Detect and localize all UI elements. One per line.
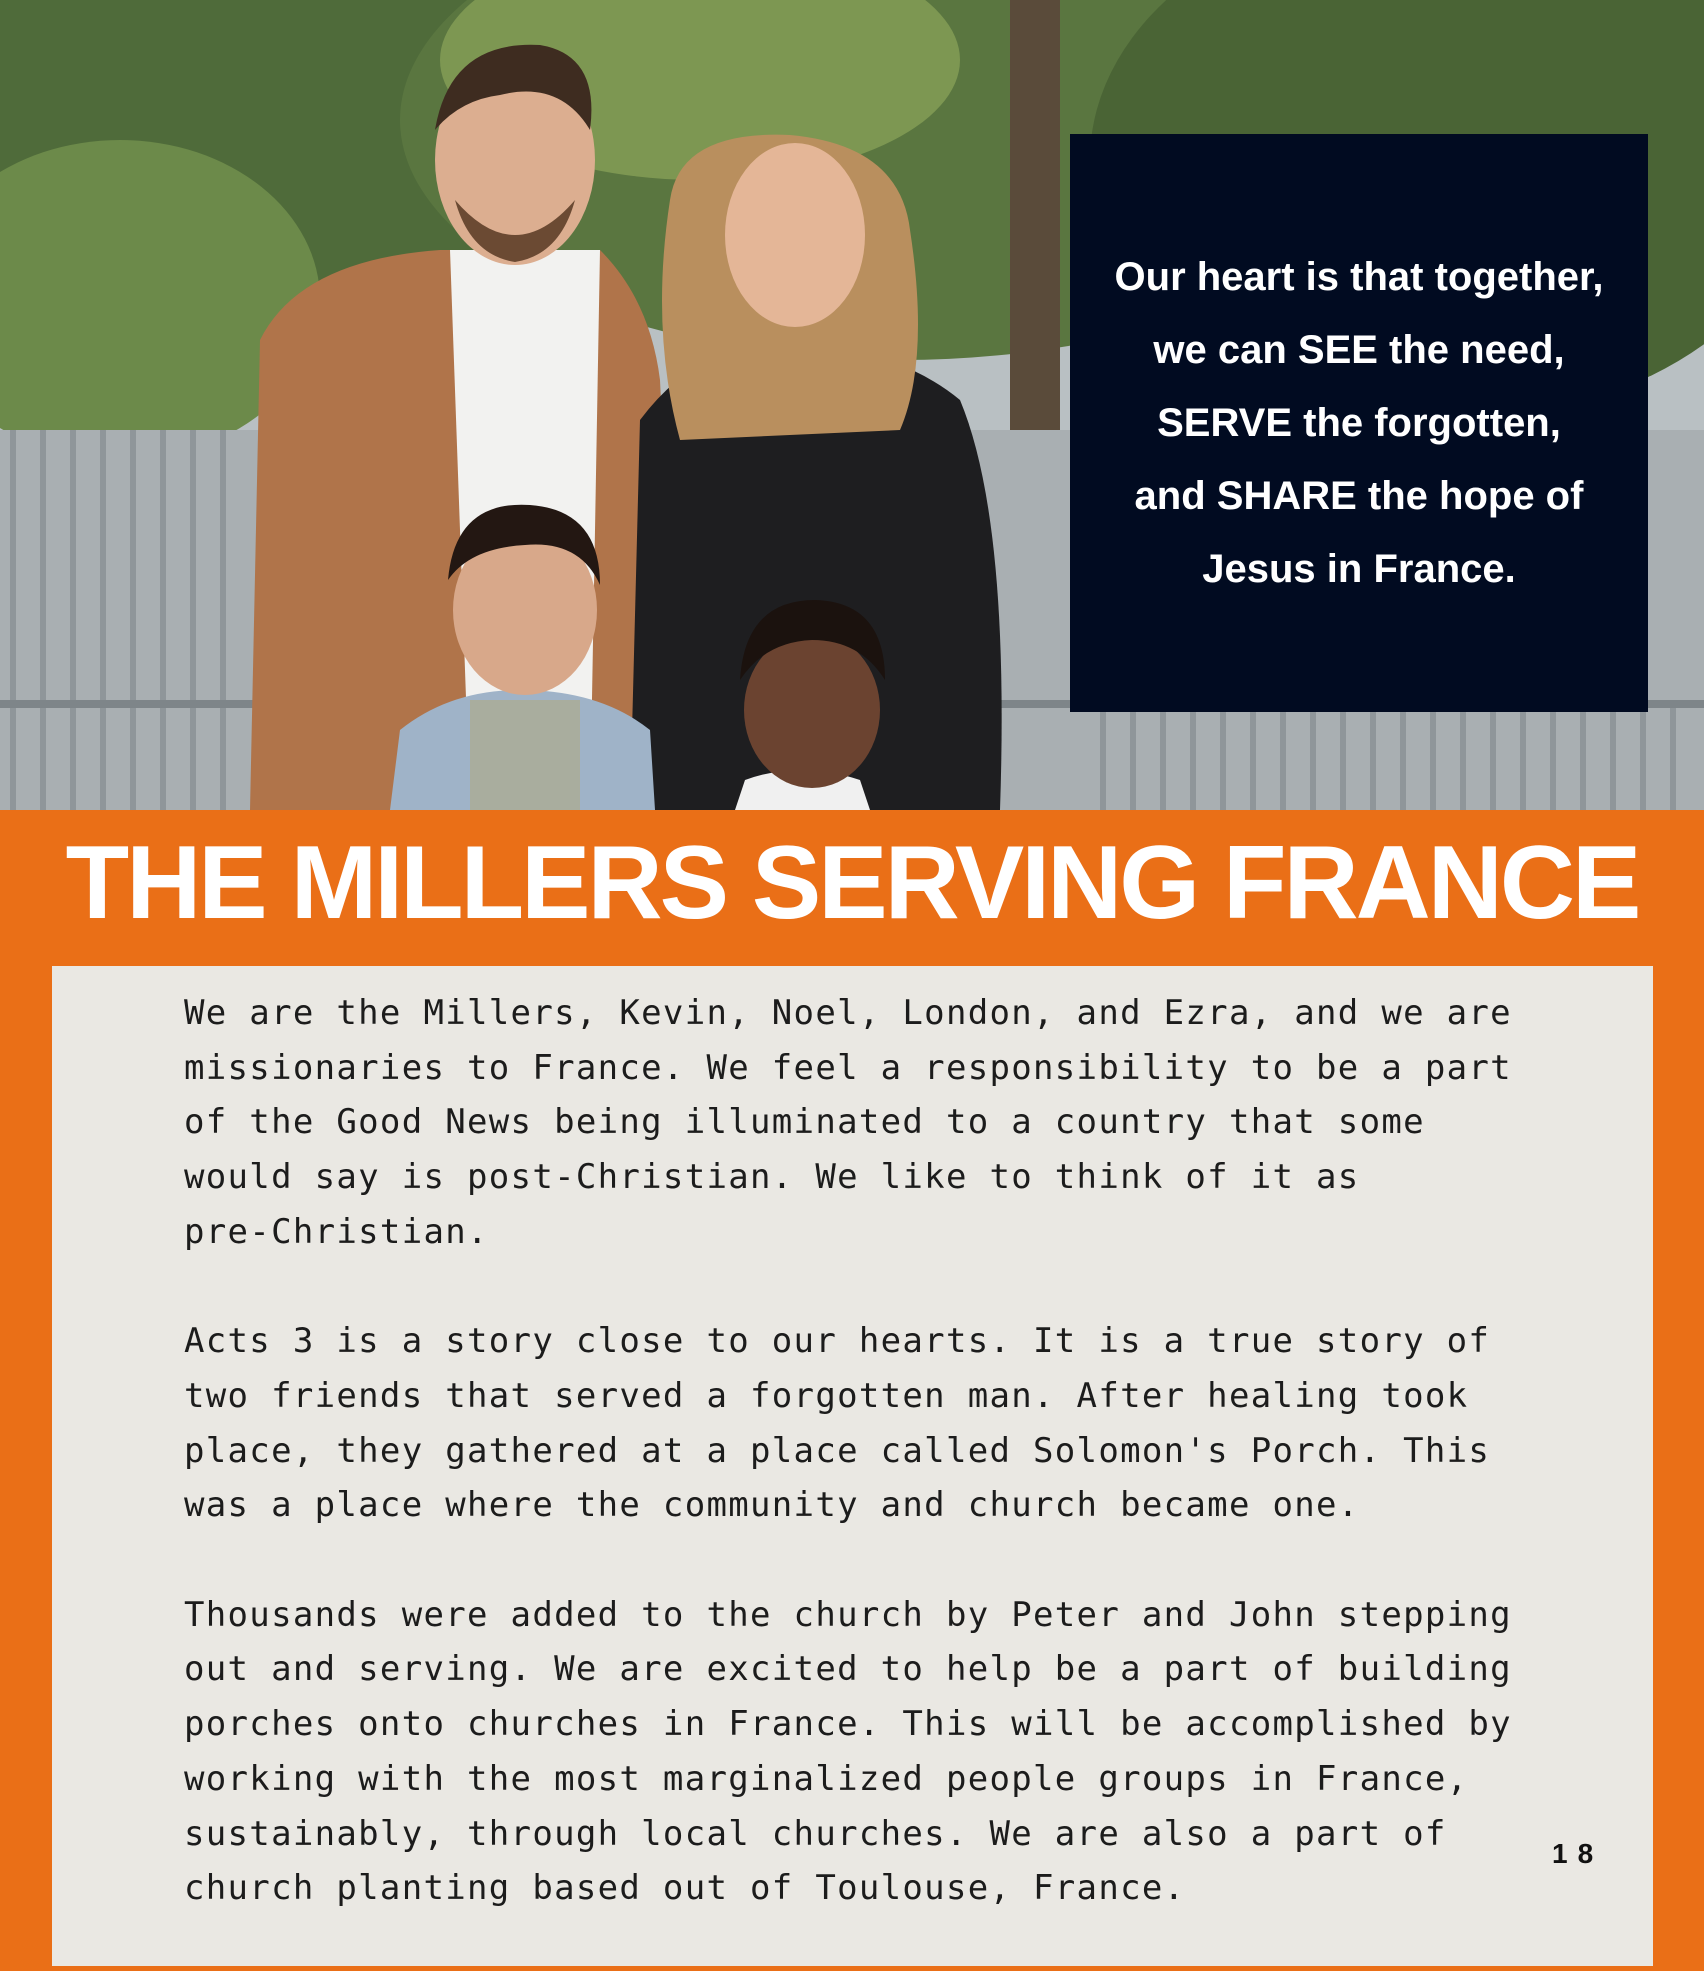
text-line: pre-Christian.	[184, 1211, 489, 1252]
text-line: Acts 3 is a story close to our hearts. It is a true story of	[184, 1321, 1491, 1362]
text-line: church planting based out of Toulouse, France.	[184, 1868, 1186, 1909]
quote-line: Jesus in France.	[1202, 546, 1516, 591]
text-line: Thousands were added to the church by Peter and John stepping	[184, 1594, 1512, 1635]
quote-box	[1070, 134, 1648, 712]
text-line: two friends that served a forgotten man. After healing took	[184, 1375, 1469, 1416]
text-line: was a place where the community and church became one.	[184, 1485, 1360, 1526]
text-line: sustainably, through local churches. We are also a part of	[184, 1813, 1447, 1854]
text-line: working with the most marginalized people groups in France,	[184, 1758, 1469, 1799]
text-line: porches onto churches in France. This will be accomplished by	[184, 1704, 1512, 1745]
text-line: missionaries to France. We feel a responsibility to be a part	[184, 1047, 1512, 1088]
page-number: 18	[1552, 1838, 1604, 1869]
paragraph-3	[184, 1588, 1564, 1916]
paragraph-1	[184, 986, 1564, 1260]
page-title: THE MILLERS SERVING FRANCE	[65, 825, 1639, 941]
quote-line: we can SEE the need,	[1153, 327, 1565, 372]
paragraph-2	[184, 1314, 1564, 1533]
quote-line: and SHARE the hope of	[1134, 473, 1584, 518]
body-text	[184, 986, 1564, 1971]
quote-text	[1115, 241, 1604, 606]
text-line: place, they gathered at a place called Solomon's Porch. This	[184, 1430, 1491, 1471]
text-line: out and serving. We are excited to help be a part of building	[184, 1649, 1512, 1690]
text-line: We are the Millers, Kevin, Noel, London, and Ezra, and we are	[184, 993, 1512, 1033]
quote-line: SERVE the forgotten,	[1157, 400, 1561, 445]
text-line: would say is post-Christian. We like to think of it as	[184, 1157, 1360, 1198]
text-line: of the Good News being illuminated to a country that some	[184, 1102, 1425, 1143]
quote-line: Our heart is that together,	[1114, 254, 1604, 299]
